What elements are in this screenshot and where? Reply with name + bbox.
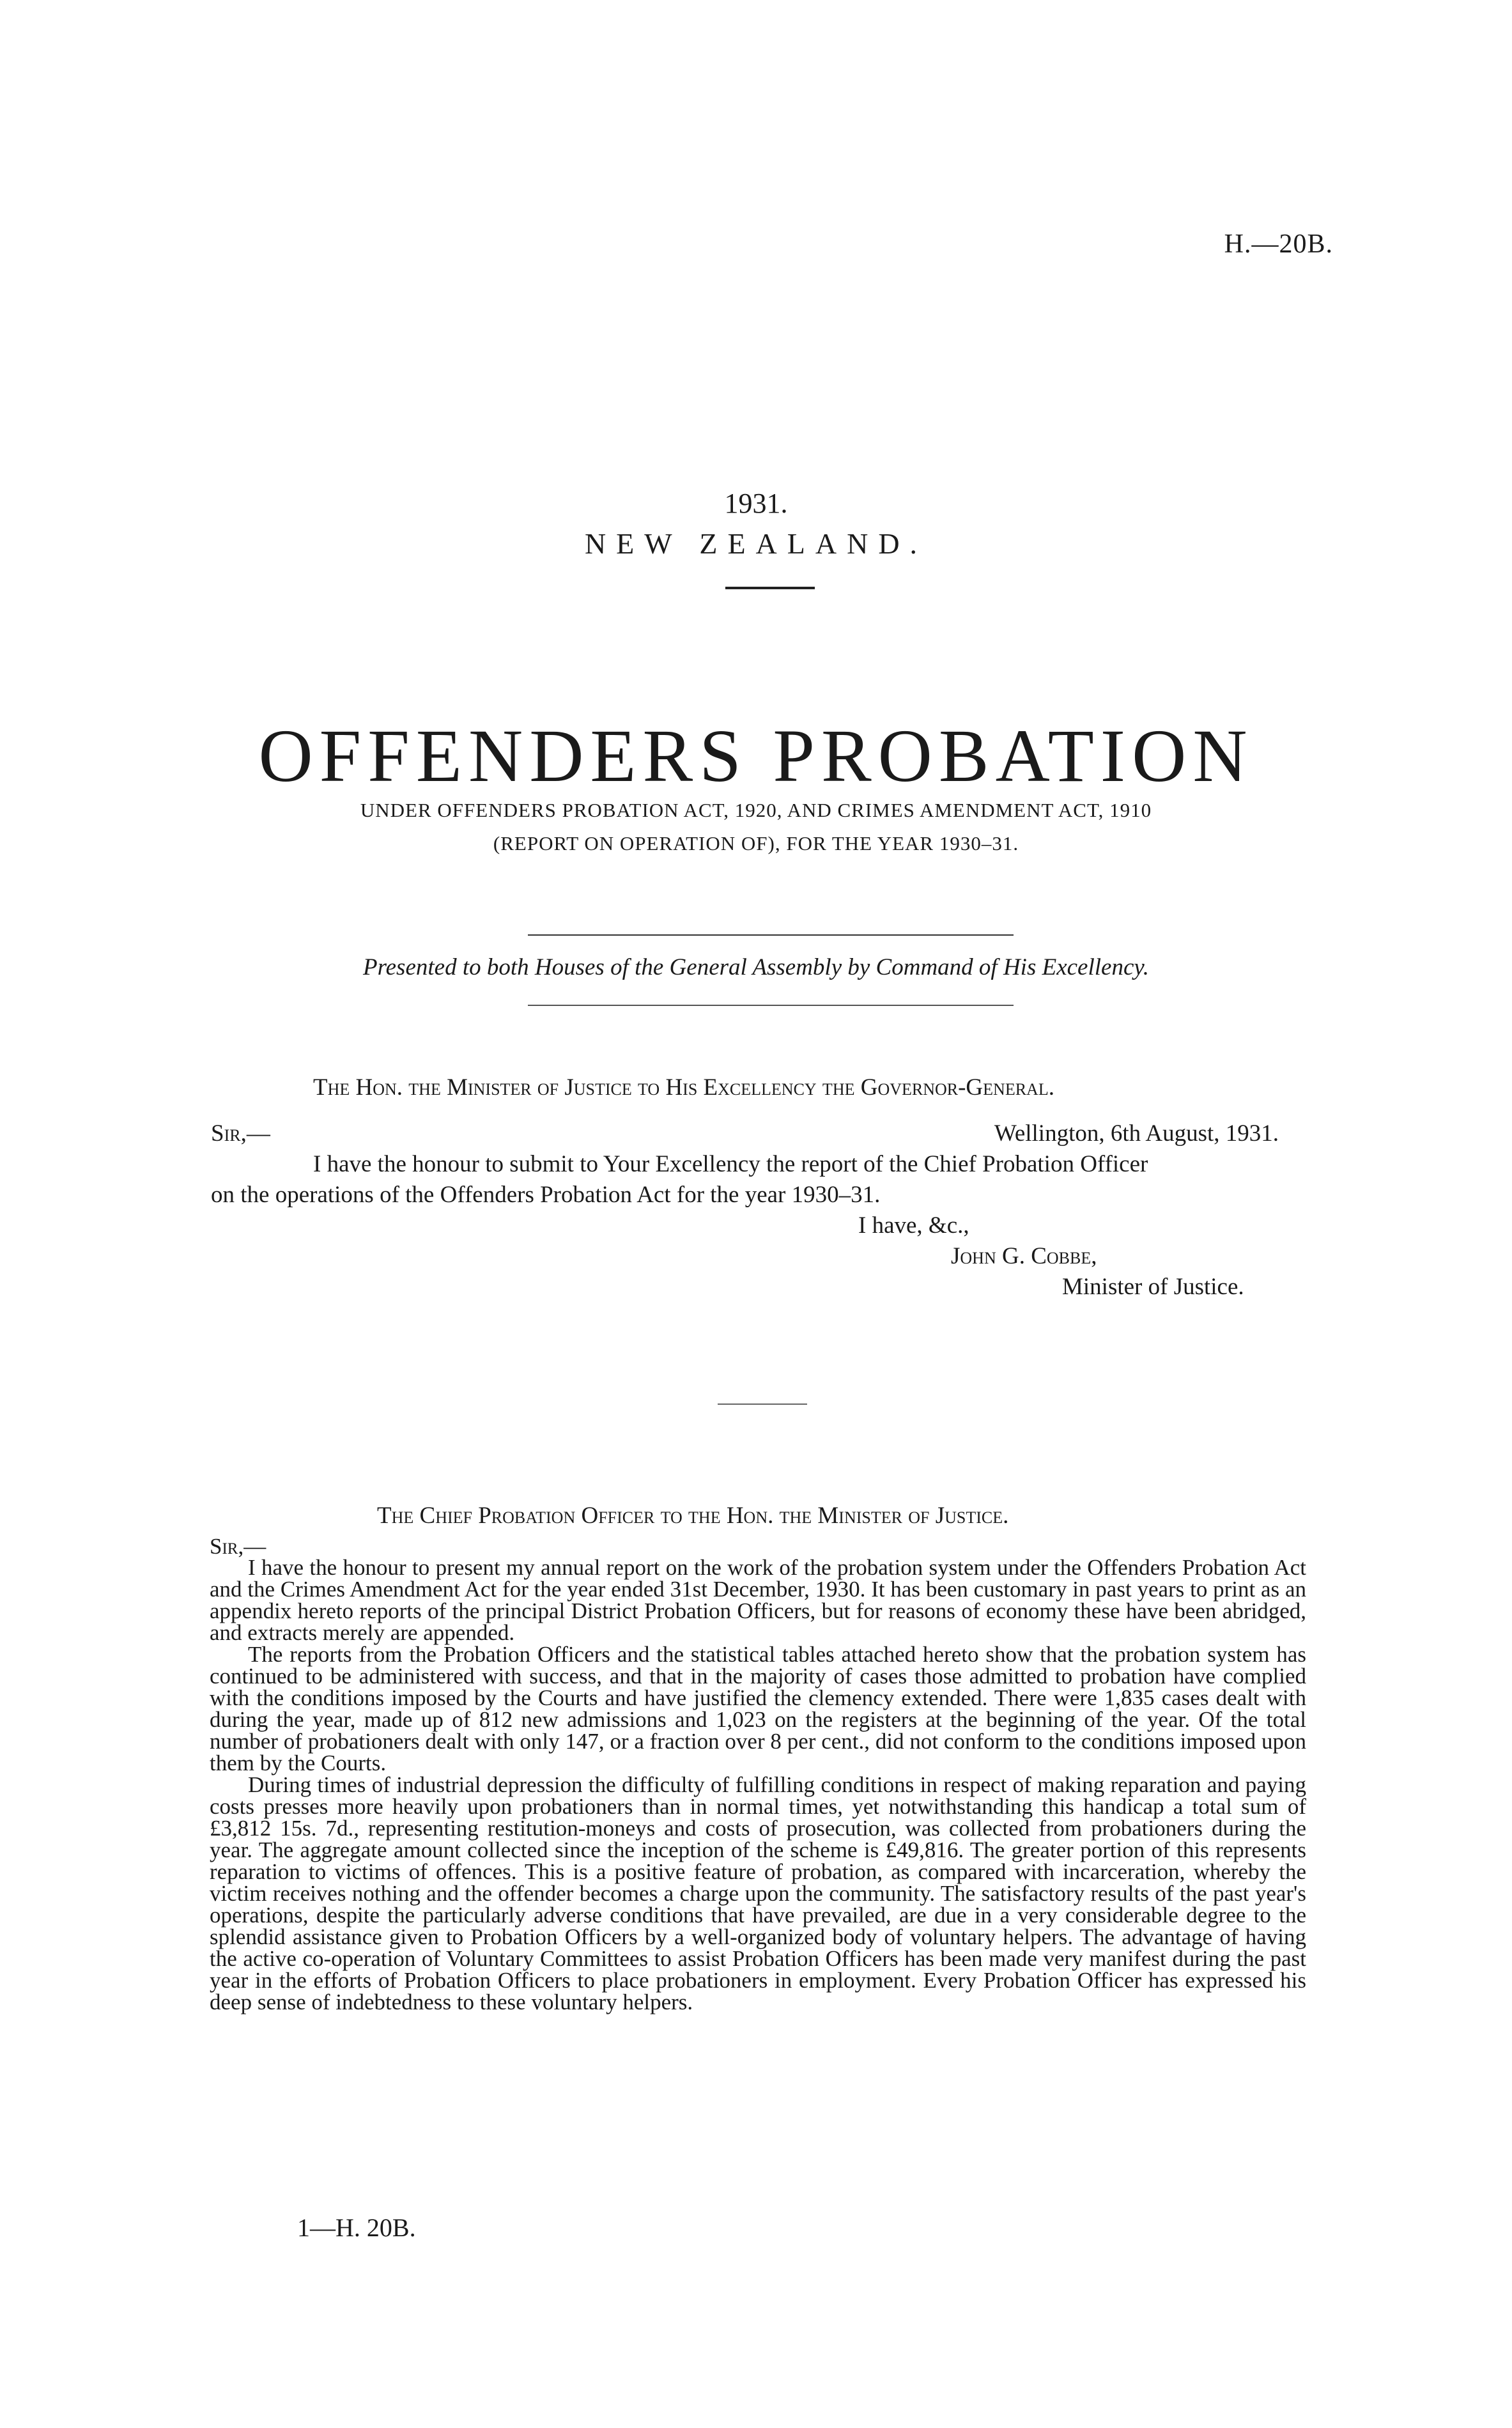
subtitle-line-2: (REPORT ON OPERATION OF), FOR THE YEAR 1930–31. [493, 832, 1019, 854]
country-heading: NEW ZEALAND. [584, 527, 928, 560]
letter1-signatory-title: Minister of Justice. [1062, 1274, 1244, 1300]
year: 1931. [724, 488, 788, 519]
subtitle-line-1: UNDER OFFENDERS PROBATION ACT, 1920, AND CRIMES AMENDMENT ACT, 1910 [360, 799, 1152, 821]
report-body [210, 1557, 1306, 2013]
document-title: OFFENDERS PROBATION [258, 714, 1254, 798]
presented-rule-bottom [528, 1005, 1014, 1006]
letter1-signatory: John G. Cobbe, [951, 1243, 1097, 1269]
report-paragraph-2: The reports from the Probation Officers and the statistical tables attached hereto show that the probation system has continued to be administered with success, and that in the majority of cases those admitted to probation have complied with the conditions imposed by the Courts and have justified the clemency extended. There were 1,835 cases dealt with during the year, made up of 812 new admissions and 1,023 on the registers at the beginning of the year. Of the total number of probationers dealt with only 147, or a fraction over 8 per cent., did not conform to the conditions imposed upon them by the Courts. [210, 1642, 1306, 1775]
letter1-body-line-1: I have the honour to submit to Your Excellency the report of the Chief Probation Officer [313, 1151, 1148, 1177]
presented-statement: Presented to both Houses of the General Assembly by Command of His Excellency. [363, 954, 1149, 980]
letter1-body-line-2: on the operations of the Offenders Probation Act for the year 1930–31. [211, 1182, 881, 1208]
letter2-heading: The Chief Probation Officer to the Hon. the Minister of Justice. [377, 1503, 1009, 1529]
letter1-place-date: Wellington, 6th August, 1931. [994, 1120, 1279, 1147]
letter1-heading: The Hon. the Minister of Justice to His Excellency the Governor-General. [313, 1074, 1054, 1101]
report-paragraph-3: During times of industrial depression the difficulty of fulfilling conditions in respect of making reparation and paying costs presses more heavily upon probationers than in normal times, yet notwithstanding this handicap a total sum of £3,812 15s. 7d., representing restitution-moneys and costs of prosecution, was collected from probationers during the year. The aggregate amount collected since the inception of the scheme is £49,816. The greater portion of this represents reparation to victims of offences. This is a positive feature of probation, as compared with incarceration, whereby the victim receives nothing and the offender becomes a charge upon the community. The satisfactory results of the past year's operations, despite the particularly adverse conditions that have prevailed, are due in a very considerable degree to the splendid assistance given to Probation Officers by a well-organized body of voluntary helpers. The advantage of having the active co-operation of Voluntary Committees to assist Probation Officers has been made very manifest during the past year in the efforts of Probation Officers to place probationers in employment. Every Probation Officer has expressed his deep sense of indebtedness to these voluntary helpers. [210, 1772, 1306, 2014]
letter1-salutation: Sir,— [211, 1120, 270, 1147]
letter1-closing: I have, &c., [858, 1212, 969, 1239]
page-reference: 1—H. 20B. [297, 2213, 416, 2242]
title-divider [725, 587, 815, 589]
doc-reference: H.—20B. [1224, 229, 1333, 259]
letter2-salutation: Sir,— [210, 1534, 266, 1559]
letter-divider [718, 1403, 807, 1405]
report-paragraph-1: I have the honour to present my annual report on the work of the probation system under the Offenders Probation Act and the Crimes Amendment Act for the year ended 31st December, 1930. It has been customary in past years to print as an appendix hereto reports of the principal District Probation Officers, but for reasons of economy these have been abridged, and extracts merely are appended. [210, 1555, 1306, 1645]
presented-rule-top [528, 934, 1014, 936]
